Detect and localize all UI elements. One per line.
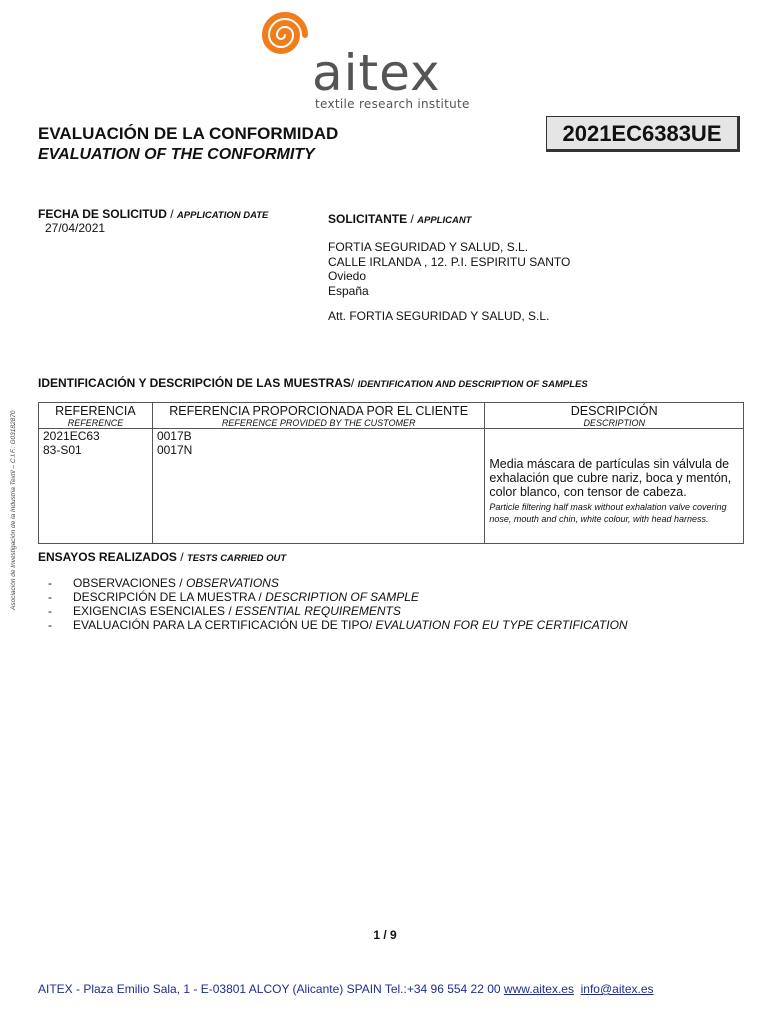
tests-list	[48, 576, 628, 632]
applicant-address-line: Oviedo	[328, 269, 367, 283]
sample-reference: 2021EC6383-S01	[43, 429, 100, 457]
page-subtitle: EVALUATION OF THE CONFORMITY	[38, 146, 315, 163]
aitex-spiral-logo-icon	[248, 5, 322, 65]
list-item: - OBSERVACIONES / OBSERVATIONS	[48, 576, 628, 590]
samples-section-label: IDENTIFICACIÓN Y DESCRIPCIÓN DE LAS MUESTRAS/ IDENTIFICATION AND DESCRIPTION OF SAMPLES	[38, 376, 588, 390]
aitex-logo-tagline: textile research institute	[315, 97, 470, 111]
application-date-label: FECHA DE SOLICITUD / APPLICATION DATE	[38, 207, 269, 221]
applicant-address-line: España	[328, 283, 369, 298]
footer-contact	[38, 982, 654, 996]
tests-section-label: ENSAYOS REALIZADOS / TESTS CARRIED OUT	[38, 550, 287, 564]
table-row	[39, 429, 744, 544]
list-item: - EVALUACIÓN PARA LA CERTIFICACIÓN UE DE TIPO/ EVALUATION FOR EU TYPE CERTIFICATION	[48, 618, 628, 632]
customer-reference-cell	[152, 429, 484, 544]
applicant-address-line: FORTIA SEGURIDAD Y SALUD, S.L.	[328, 240, 529, 254]
application-date-value: 27/04/2021	[45, 221, 106, 235]
page-title: EVALUACIÓN DE LA CONFORMIDAD	[38, 124, 339, 143]
footer-website-link[interactable]: www.aitex.es	[503, 982, 574, 996]
applicant-address-line: CALLE IRLANDA , 12. P.I. ESPIRITU SANTO	[328, 254, 571, 269]
table-header-cell: DESCRIPCIÓN DESCRIPTION	[485, 403, 744, 429]
table-header-cell: REFERENCIA PROPORCIONADA POR EL CLIENTE REFERENCE PROVIDED BY THE CUSTOMER	[152, 403, 484, 429]
side-legal-text: Asociación de Investigación de la Industria Textil – C.I.F.: G03182870	[10, 410, 17, 610]
table-header-cell: REFERENCIA REFERENCE	[39, 403, 153, 429]
sample-description-cell	[485, 429, 744, 544]
footer-address: AITEX - Plaza Emilio Sala, 1 - E-03801 ALCOY (Alicante) SPAIN Tel.:+34 96 554 22 00	[38, 982, 504, 996]
page-number: 1 / 9	[373, 928, 397, 942]
table-header-row	[39, 403, 744, 429]
sample-reference-cell	[39, 429, 153, 544]
customer-reference: 0017N	[156, 443, 193, 457]
aitex-logo-word: aitex	[312, 44, 441, 102]
report-number-badge: 2021EC6383UE	[546, 116, 740, 152]
customer-reference: 0017B	[156, 429, 192, 443]
applicant-attention: Att. FORTIA SEGURIDAD Y SALUD, S.L.	[328, 309, 550, 323]
list-item: - EXIGENCIAS ESENCIALES / ESSENTIAL REQUIREMENTS	[48, 604, 628, 618]
sample-description-en: Particle filtering half mask without exhalation valve covering nose, mouth and chin, white colour, with head harness.	[489, 502, 727, 524]
applicant-label: SOLICITANTE / APPLICANT	[328, 212, 472, 226]
sample-description-es: Media máscara de partículas sin válvula de exhalación que cubre nariz, boca y mentón, color blanco, con tensor de cabeza.	[489, 457, 732, 499]
list-item: - DESCRIPCIÓN DE LA MUESTRA / DESCRIPTION OF SAMPLE	[48, 590, 628, 604]
footer-email-link[interactable]: info@aitex.es	[580, 982, 654, 996]
samples-table	[38, 402, 744, 544]
applicant-address	[328, 240, 570, 298]
